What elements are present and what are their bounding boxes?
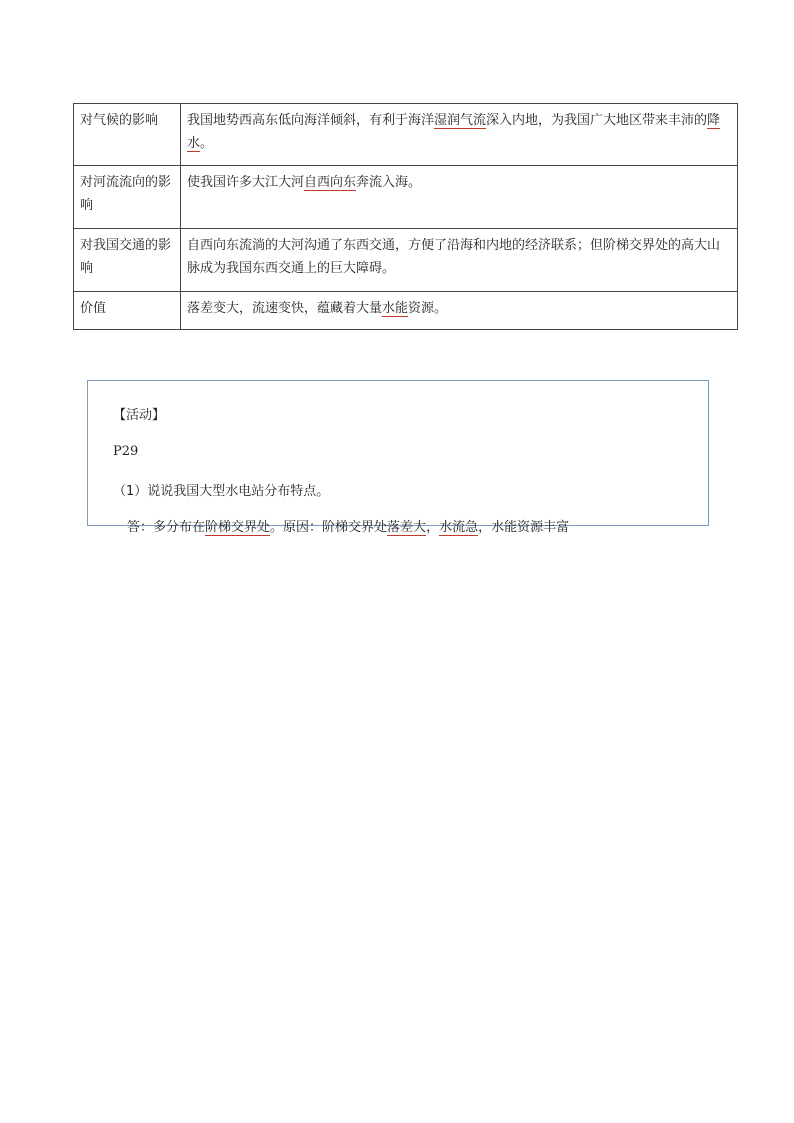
table-row [74, 104, 738, 166]
underlined-keyword: 落差大 [387, 520, 427, 535]
row-label: 对气候的影响 [74, 104, 181, 166]
activity-answer: 答：多分布在阶梯交界处。原因：阶梯交界处落差大，水流急，水能资源丰富 [127, 520, 570, 535]
row-content: 我国地势西高东低向海洋倾斜，有利于海洋湿润气流深入内地，为我国广大地区带来丰沛的降水。 [181, 104, 738, 166]
table-row [74, 292, 738, 330]
underlined-keyword: 阶梯交界处 [205, 520, 271, 535]
underlined-keyword: 降水 [187, 113, 721, 151]
underlined-keyword: 湿润气流 [434, 113, 487, 128]
activity-box [87, 380, 709, 526]
row-content: 自西向东流淌的大河沟通了东西交通，方便了沿海和内地的经济联系；但阶梯交界处的高大山脉成为我国东西交通上的巨大障碍。 [181, 229, 738, 292]
row-content: 使我国许多大江大河自西向东奔流入海。 [181, 166, 738, 229]
row-label: 对河流流向的影响 [74, 166, 181, 229]
activity-title: 【活动】 [113, 408, 166, 423]
activity-question: （1）说说我国大型水电站分布特点。 [113, 484, 330, 499]
table-row [74, 229, 738, 292]
underlined-keyword: 自西向东 [304, 175, 357, 190]
row-label: 对我国交通的影响 [74, 229, 181, 292]
underlined-keyword: 水流急 [439, 520, 479, 535]
row-content: 落差变大，流速变快，蕴藏着大量水能资源。 [181, 292, 738, 330]
activity-page-ref: P29 [113, 444, 139, 459]
table-row [74, 166, 738, 229]
geography-table [73, 103, 738, 330]
underlined-keyword: 水能 [382, 301, 409, 316]
row-label: 价值 [74, 292, 181, 330]
